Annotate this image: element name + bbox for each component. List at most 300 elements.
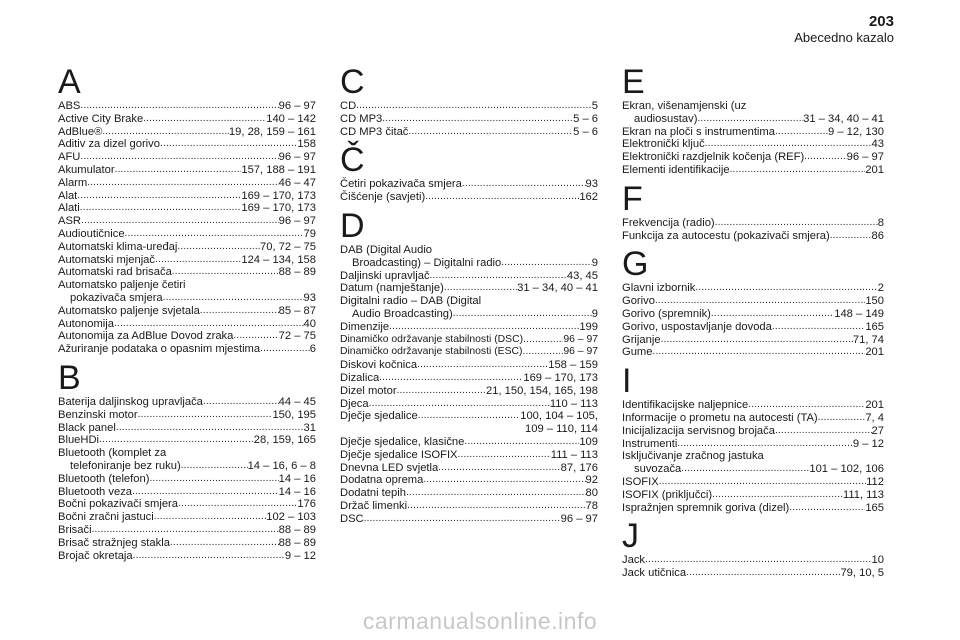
entry-term: Akumulator [58,163,115,176]
entry-term: Datum (namještanje) [340,282,444,295]
entry-term: audiosustav) [634,112,698,125]
entry-term: Automatski rad brisača [58,266,172,279]
dot-leader [775,425,872,438]
index-entry [58,473,316,486]
entry-term: Isključivanje zračnog jastuka [622,450,764,463]
entry-term: Informacije o prometu na autocesti (TA) [622,411,818,424]
entry-pages: 27 [871,424,884,437]
dot-leader [712,489,843,502]
entry-pages: 14 – 16 [278,485,316,498]
section-letter: D [340,206,365,245]
dot-leader [523,334,563,347]
entry-pages: 169 – 170, 173 [241,202,316,215]
index-entry [340,295,598,308]
entry-term: Alarm [58,176,88,189]
dot-leader [407,500,585,513]
dot-leader [233,330,278,343]
dot-leader [155,254,241,267]
section-letter: E [622,63,645,101]
entry-term: Bočni pokazivači smjera [58,498,179,511]
entry-term: Frekvencija (radio) [622,216,715,229]
entry-pages: 5 – 6 [573,125,598,138]
entry-pages: 31 – 34, 40 – 41 [803,112,884,125]
index-entry [622,321,884,334]
entry-term: Gorivo, uspostavljanje dovoda [622,320,772,333]
dot-leader [80,100,278,113]
dot-leader [652,346,865,359]
section-letter: J [622,517,639,556]
entry-pages: 87, 176 [560,461,598,474]
index-entry [58,138,316,151]
section-letter: A [58,63,81,101]
dot-leader [181,460,248,473]
dot-leader [748,399,865,412]
entry-term: Funkcija za autocestu (pokazivači smjera) [622,229,830,242]
entry-pages: 46 – 47 [278,176,316,189]
index-column-2 [340,63,598,532]
index-entry [622,295,884,308]
index-entry [622,399,884,412]
entry-term: Automatski mjenjač [58,253,155,266]
entry-pages: 14 – 16, 6 – 8 [247,459,316,472]
dot-leader [661,334,853,347]
entry-term: ISOFIX (priključci) [622,488,713,501]
entry-pages: 124 – 134, 158 [241,253,316,266]
index-entry [340,282,598,295]
dot-leader [425,191,579,204]
index-entry [58,241,316,254]
entry-term: Automatsko paljenje svjetala [58,304,200,317]
dot-leader [163,292,304,305]
entry-pages: 169 – 170, 173 [523,371,598,384]
entry-pages: 176 [297,498,316,511]
page-title: Abecedno kazalo [794,30,894,45]
index-entry [58,434,316,447]
entry-pages: 21, 150, 154, 165, 198 [486,384,598,397]
index-entry [58,486,316,499]
entry-term: Identifikacijske naljepnice [622,399,749,412]
index-entry [58,266,316,279]
entry-pages: 7, 4 [865,411,884,424]
index-entry [58,396,316,409]
entry-pages: 92 [585,474,598,487]
dot-leader [417,359,548,372]
entry-term: Jack utičnica [622,567,687,580]
dot-leader [92,524,279,537]
entry-term: Active City Brake [58,112,144,125]
entry-pages: 165 [865,320,884,333]
entry-pages: 31 – 34, 40 – 41 [517,282,598,295]
entry-term: Dizalica [340,371,380,384]
entry-pages: 96 – 97 [563,346,598,358]
entry-pages: 201 [865,399,884,412]
index-entry [340,334,598,347]
dot-leader [705,138,872,151]
entry-pages: 5 [591,100,598,112]
index-entry [58,422,316,435]
index-entry [340,359,598,372]
entry-term: Daljinski upravljač [340,269,430,282]
dot-leader [102,126,229,139]
entry-term: Brisač stražnjeg stakla [58,536,170,549]
entry-pages: 100, 104 – 105, [520,410,598,423]
dot-leader [406,487,586,500]
section-letter: I [622,362,632,401]
index-entry [58,460,316,473]
entry-pages: 199 [579,320,598,333]
entry-term: Držač limenki [340,499,408,512]
index-entry [58,126,316,139]
index-column-1 [58,63,316,568]
index-entry [58,100,316,113]
index-entry [58,215,316,228]
index-entry [58,164,316,177]
section-letter: G [622,245,649,284]
entry-term: Djeca [340,397,369,410]
entry-pages: 9 [591,307,598,320]
entry-pages: 157, 188 – 191 [241,163,316,176]
index-entry [340,346,598,359]
index-entry [340,500,598,513]
dot-leader [80,202,242,215]
entry-pages: 5 – 6 [573,112,598,125]
entry-pages: 6 [309,343,316,356]
dot-leader [382,113,573,126]
entry-term: Ekran, višenamjenski (uz [622,100,747,112]
entry-term: CD MP3 [340,112,383,125]
dot-leader [364,513,561,526]
index-entry [622,113,884,126]
dot-leader [695,282,877,295]
entry-term: Bluetooth veza [58,485,133,498]
dot-leader [81,215,279,228]
index-entry [58,511,316,524]
index-entry [58,550,316,563]
section-letter: B [58,358,81,397]
index-entry [622,126,884,139]
dot-leader [115,164,242,177]
entry-pages: 96 – 97 [560,512,598,525]
entry-pages: 19, 28, 159 – 161 [228,125,316,138]
index-entry [622,450,884,463]
index-column-3 [622,63,884,586]
dot-leader [458,449,551,462]
entry-pages: 43, 45 [566,269,598,282]
entry-pages: 96 – 97 [563,333,598,345]
dot-leader [260,343,310,356]
entry-term: Diskovi kočnica [340,359,418,372]
index-entry [58,318,316,331]
entry-pages: 9 – 12 [284,549,316,562]
index-entry [58,279,316,292]
entry-term: AFU [58,151,81,164]
index-entry [340,321,598,334]
index-entry [58,202,316,215]
index-entry [58,254,316,267]
entry-term: AdBlue® [58,125,103,138]
index-entry [58,498,316,511]
entry-pages: 111 – 113 [550,448,598,461]
entry-term: Autonomija [58,317,114,330]
index-section [622,179,884,243]
index-entry [340,372,598,385]
entry-term: Dinamičko održavanje stabilnosti (DSC) [340,333,524,345]
entry-term: suvozača [634,463,682,476]
index-entry [58,305,316,318]
index-entry [58,228,316,241]
entry-pages: 96 – 97 [846,151,884,164]
index-entry [622,489,884,502]
index-entry [340,398,598,411]
index-entry [58,524,316,537]
entry-term: Dinamičko održavanje stabilnosti (ESC) [340,346,523,358]
index-entry [340,178,598,191]
dot-leader [438,462,560,475]
dot-leader [200,305,279,318]
entry-pages: 101 – 102, 106 [809,463,884,476]
dot-leader [356,100,592,113]
index-entry [340,462,598,475]
index-entry [340,308,598,321]
entry-pages: 96 – 97 [278,151,316,164]
section-letter: F [622,179,643,218]
entry-term: Glavni izbornik [622,282,696,295]
entry-term: pokazivača smjera [70,291,163,304]
entry-pages: 86 [871,229,884,242]
entry-pages: 148 – 149 [834,307,884,320]
index-entry [622,438,884,451]
index-entry [340,487,598,500]
index-entry [622,282,884,295]
dot-leader [818,412,866,425]
index-entry [58,292,316,305]
entry-term: Automatsko paljenje četiri [58,279,186,292]
dot-leader [160,138,297,151]
index-entry [340,244,598,257]
entry-pages: 158 [297,138,316,151]
index-entry [340,191,598,204]
dot-leader [659,476,866,489]
entry-term: Baterija daljinskog upravljača [58,395,203,408]
entry-pages: 70, 72 – 75 [260,240,316,253]
entry-pages: 71, 74 [852,333,884,346]
entry-term: Instrumenti [622,437,678,450]
entry-term: Dječje sjedalice ISOFIX [340,448,458,461]
entry-term: Alati [58,202,80,215]
entry-pages: 201 [865,346,884,359]
dot-leader [172,266,279,279]
entry-pages: 31 [303,421,316,434]
index-entry [340,113,598,126]
entry-pages: 110 – 113 [549,397,598,410]
dot-leader [830,230,872,243]
dot-leader [138,409,273,422]
dot-leader [133,550,285,563]
dot-leader [501,257,592,270]
index-section [622,362,884,514]
index-entry [622,334,884,347]
entry-pages: 93 [585,178,598,191]
index-entry [622,230,884,243]
dot-leader [789,502,865,515]
entry-pages: 9 – 12 [852,437,884,450]
dot-leader [125,228,304,241]
dot-leader [379,372,523,385]
dot-leader [178,498,297,511]
dot-leader [645,554,872,567]
dot-leader [462,178,586,191]
dot-leader [408,126,573,139]
entry-pages: 43 [871,138,884,151]
entry-term: Dječje sjedalice [340,410,418,423]
dot-leader [523,346,564,359]
index-section [340,206,598,526]
dot-leader [775,126,828,139]
entry-term: ASR [58,215,82,228]
entry-term: Dizel motor [340,384,397,397]
entry-term: CD [340,100,357,112]
entry-term: Audio Broadcasting) [352,307,453,320]
dot-leader [464,436,579,449]
dot-leader [430,270,567,283]
entry-term: Dječje sjedalice, klasične [340,435,465,448]
index-entry [622,567,884,580]
dot-leader [715,217,878,230]
dot-leader [655,295,865,308]
index-entry [340,449,598,462]
index-section [58,63,316,356]
entry-pages: 14 – 16 [278,472,316,485]
index-section [622,245,884,359]
entry-term: Alat [58,189,78,202]
entry-term: Grijanje [622,333,661,346]
index-entry [58,113,316,126]
index-entry [622,164,884,177]
entry-term: Inicijalizacija servisnog brojača [622,424,775,437]
entry-term: Čišćenje (savjeti) [340,191,426,204]
dot-leader [686,567,840,580]
dot-leader [143,113,266,126]
entry-pages: 96 – 97 [278,215,316,228]
entry-term: Ažuriranje podataka o opasnim mjestima [58,343,261,356]
index-entry [622,138,884,151]
entry-pages: 109 [579,435,598,448]
entry-pages: 93 [303,291,316,304]
entry-pages: 8 [877,216,884,229]
entry-term: Gume [622,346,653,359]
dot-leader [87,177,278,190]
entry-pages: 9 – 12, 130 [828,125,884,138]
entry-pages: 79 [303,227,316,240]
dot-leader [389,321,579,334]
index-entry [622,100,884,113]
dot-leader [444,282,517,295]
entry-term: Ispražnjen spremnik goriva (dizel) [622,501,790,514]
entry-term: Black panel [58,421,116,434]
page-header [794,14,894,45]
index-entry [58,151,316,164]
entry-pages: 28, 159, 165 [253,434,316,447]
dot-leader [423,474,585,487]
dot-leader [730,164,866,177]
entry-pages: 44 – 45 [278,395,316,408]
dot-leader [149,473,278,486]
entry-term: Gorivo (spremnik) [622,307,711,320]
index-entry [622,502,884,515]
section-letter: C [340,63,365,101]
dot-leader [203,396,279,409]
index-entry [340,100,598,113]
index-entry [340,410,598,423]
index-entry [58,190,316,203]
entry-term: Gorivo [622,295,655,308]
index-entry [622,346,884,359]
index-entry [340,257,598,270]
entry-pages: 102 – 103 [266,511,316,524]
index-entry [622,476,884,489]
dot-leader [397,385,486,398]
index-entry [340,513,598,526]
entry-pages: 150, 195 [272,408,316,421]
entry-term: Elektronički ključ [622,138,705,151]
dot-leader [80,151,278,164]
dot-leader [453,308,592,321]
index-entry [340,423,598,436]
entry-term: Audioutičnice [58,227,125,240]
entry-pages: 96 – 97 [278,100,316,112]
entry-pages: 165 [865,501,884,514]
index-entry [340,474,598,487]
entry-term: telefoniranje bez ruku) [70,459,181,472]
index-entry [622,463,884,476]
index-entry [340,270,598,283]
page-number: 203 [868,13,894,30]
entry-term: Bočni zračni jastuci [58,511,154,524]
entry-pages: 140 – 142 [266,112,316,125]
index-section [340,63,598,138]
entry-pages: 72 – 75 [278,330,316,343]
entry-pages: 150 [865,295,884,308]
index-entry [58,330,316,343]
index-entry [58,447,316,460]
dot-leader [804,151,847,164]
entry-pages: 10 [871,554,884,567]
dot-leader [99,434,254,447]
watermark: carmanualsonline.info [362,608,598,634]
entry-term: Bluetooth (komplet za [58,447,167,460]
entry-pages: 162 [579,191,598,204]
index-entry [622,412,884,425]
entry-term: CD MP3 čitač [340,125,409,138]
dot-leader [418,410,521,423]
entry-pages: 9 [591,256,598,269]
entry-pages: 111, 113 [842,488,884,501]
dot-leader [132,486,279,499]
dot-leader [677,438,853,451]
entry-term: ISOFIX [622,475,659,488]
entry-term: DSC [340,512,364,525]
entry-pages: 88 – 89 [278,266,316,279]
entry-term: 109 – 110, 114 [525,423,598,436]
entry-term: Dodatni tepih [340,487,406,500]
entry-term: Elementi identifikacije [622,163,730,176]
dot-leader [369,398,550,411]
entry-term: Autonomija za AdBlue Dovod zraka [58,330,234,343]
entry-term: Dimenzije [340,320,390,333]
index-entry [622,554,884,567]
entry-term: Broadcasting) – Digitalni radio [352,256,502,269]
dot-leader [170,537,279,550]
